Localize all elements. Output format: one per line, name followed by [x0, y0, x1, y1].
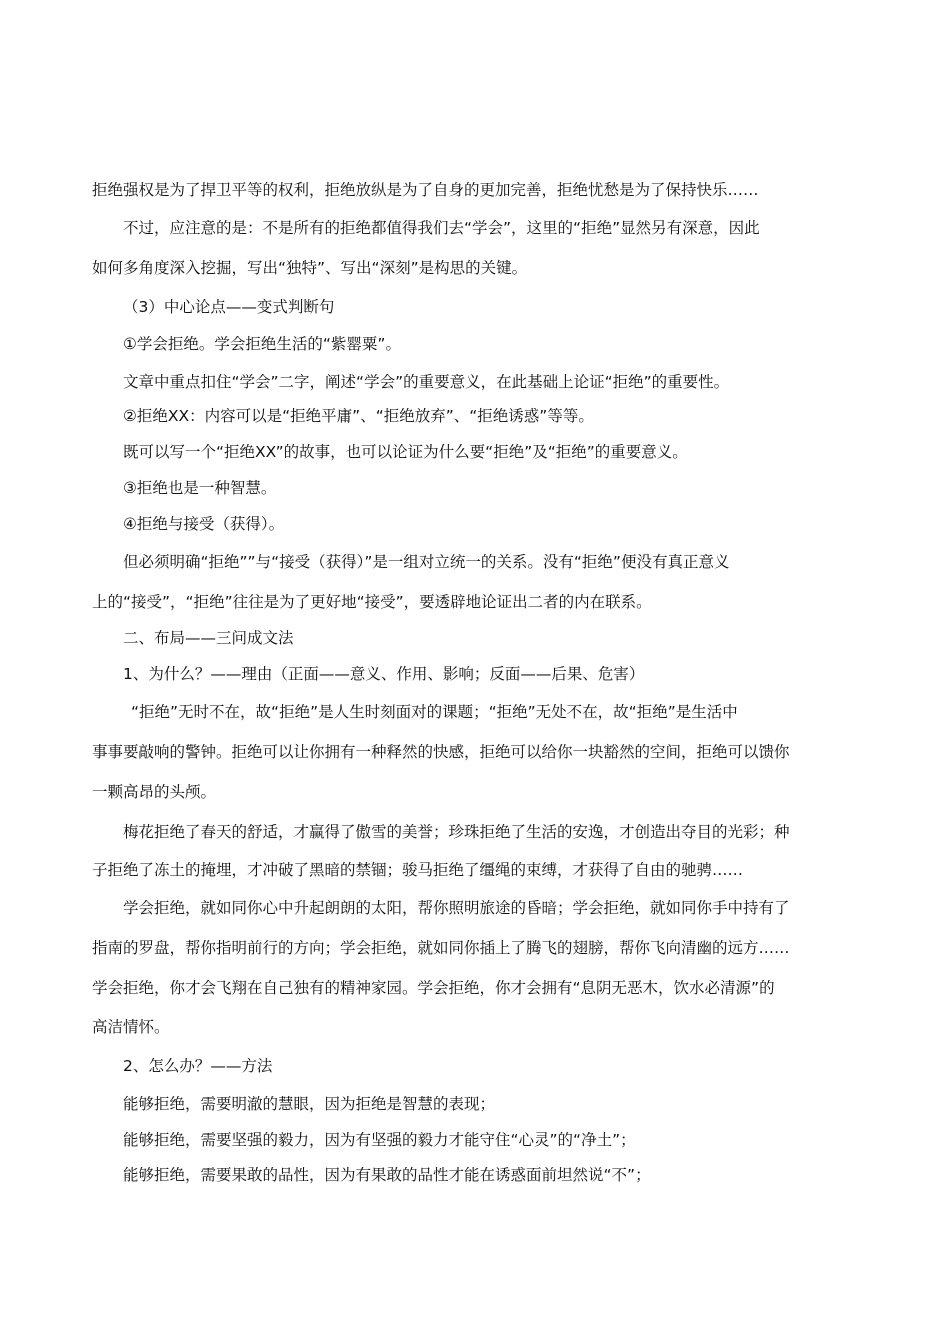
paragraph-line: 文章中重点扣住“学会”二字，阐述“学会”的重要意义，在此基础上论证“拒绝”的重要性。 [123, 373, 730, 391]
paragraph-line: 一颗高昂的头颅。 [92, 783, 217, 801]
subsection-heading: 2、怎么办？——方法 [123, 1057, 273, 1075]
paragraph-line: ③拒绝也是一种智慧。 [123, 479, 277, 497]
paragraph-line: 拒绝强权是为了捍卫平等的权利，拒绝放纵是为了自身的更加完善，拒绝忧愁是为了保持快乐…… [92, 181, 759, 199]
section-heading: （3）中心论点——变式判断句 [123, 298, 335, 316]
paragraph-line: 上的“接受”，“拒绝”往往是为了更好地“接受”，要透辟地论证出二者的内在联系。 [92, 593, 652, 611]
paragraph-line: 指南的罗盘，帮你指明前行的方向；学会拒绝，就如同你插上了腾飞的翅膀，帮你飞向清幽的远方…… [92, 939, 790, 957]
paragraph-line: 既可以写一个“拒绝XX”的故事，也可以论证为什么要“拒绝”及“拒绝”的重要意义。 [123, 443, 688, 461]
paragraph-line: 梅花拒绝了春天的舒适，才赢得了傲雪的美誉；珍珠拒绝了生活的安逸，才创造出夺目的光彩；种 [123, 823, 790, 841]
paragraph-line: 不过，应注意的是：不是所有的拒绝都值得我们去“学会”，这里的“拒绝”显然另有深意，因此 [123, 219, 760, 237]
paragraph-line: 能够拒绝，需要果敢的品性，因为有果敢的品性才能在诱惑面前坦然说“不”； [123, 1166, 651, 1184]
section-heading: 二、布局——三问成文法 [123, 629, 294, 647]
paragraph-line: 能够拒绝，需要明澈的慧眼，因为拒绝是智慧的表现； [123, 1095, 496, 1113]
paragraph-line: 学会拒绝，你才会飞翔在自己独有的精神家园。学会拒绝，你才会拥有“息阴无恶木，饮水必清源”的 [92, 979, 775, 997]
subsection-heading: 1、为什么？——理由（正面——意义、作用、影响；反面——后果、危害） [123, 665, 645, 683]
paragraph-line: ④拒绝与接受（获得）。 [123, 515, 285, 533]
paragraph-line: 事事要敲响的警钟。拒绝可以让你拥有一种释然的快感，拒绝可以给你一块豁然的空间，拒绝可以馈你 [92, 743, 790, 761]
paragraph-line: 如何多角度深入挖掘，写出“独特”、写出“深刻”是构思的关键。 [92, 259, 528, 277]
paragraph-line: “拒绝”无时不在，故“拒绝”是人生时刻面对的课题；“拒绝”无处不在，故“拒绝”是生活中 [131, 703, 738, 721]
paragraph-line: ①学会拒绝。学会拒绝生活的“紫罂粟”。 [123, 335, 401, 353]
paragraph-line: 但必须明确“拒绝””与“接受（获得）”是一组对立统一的关系。没有“拒绝”便没有真正意义 [123, 553, 730, 571]
paragraph-line: 能够拒绝，需要坚强的毅力，因为有坚强的毅力才能守住“心灵”的“净土”； [123, 1131, 636, 1149]
paragraph-line: 学会拒绝，就如同你心中升起朗朗的太阳，帮你照明旅途的昏暗；学会拒绝，就如同你手中持有了 [123, 899, 790, 917]
paragraph-line: 子拒绝了冻土的掩埋，才冲破了黑暗的禁锢；骏马拒绝了缰绳的束缚，才获得了自由的驰骋…… [92, 861, 744, 879]
paragraph-line: 高洁情怀。 [92, 1018, 170, 1036]
paragraph-line: ②拒绝XX：内容可以是“拒绝平庸”、“拒绝放弃”、“拒绝诱惑”等等。 [123, 407, 594, 425]
